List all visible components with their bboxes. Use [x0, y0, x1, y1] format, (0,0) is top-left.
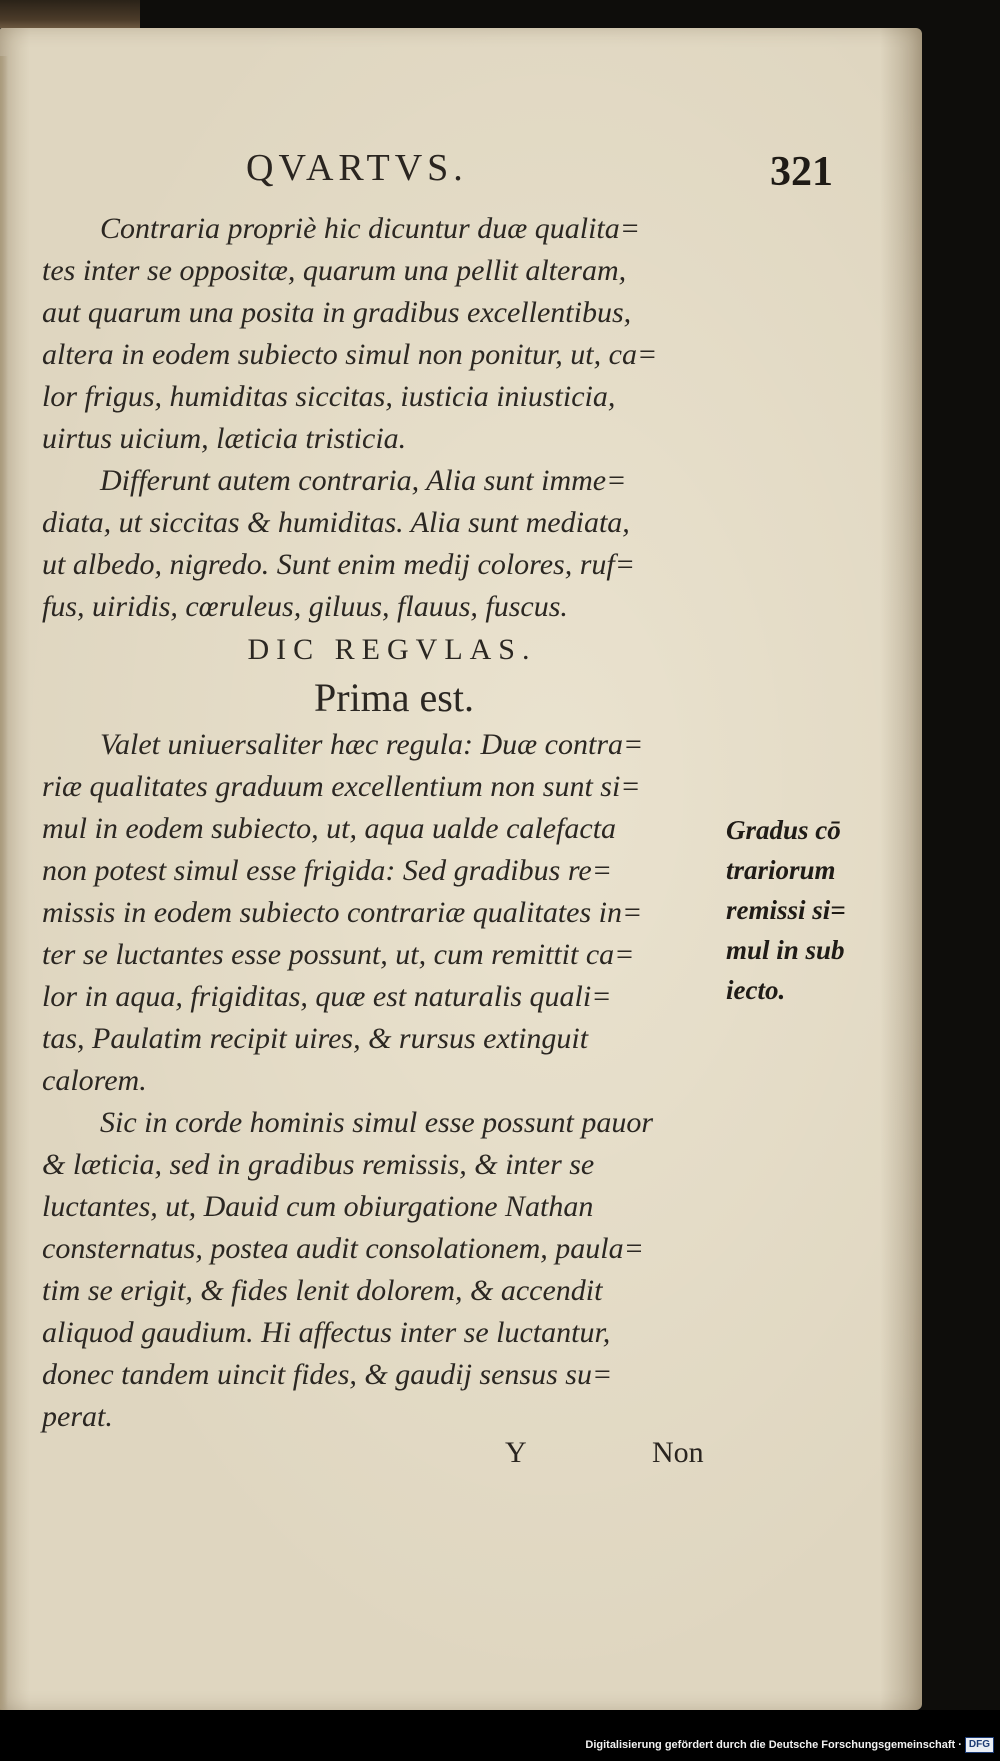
text-line: Differunt autem contraria, Alia sunt imme=: [100, 464, 627, 497]
text-line: fus, uiridis, cœruleus, giluus, flauus, fuscus.: [42, 590, 568, 623]
signature-mark: Y: [505, 1436, 527, 1469]
text-line: tas, Paulatim recipit uires, & rursus extinguit: [42, 1022, 589, 1055]
margin-note-line: Gradus cō: [726, 815, 841, 845]
text-line: aliquod gaudium. Hi affectus inter se luctantur,: [42, 1316, 611, 1349]
text-line: Contraria propriè hic dicuntur duæ qualita=: [100, 212, 640, 245]
rule-subheading: Prima est.: [314, 675, 474, 720]
running-head: QVARTVS.: [246, 147, 468, 189]
text-line: lor in aqua, frigiditas, quæ est naturalis quali=: [42, 980, 612, 1013]
credit-text: Digitalisierung gefördert durch die Deutsche Forschungsgemeinschaft ·: [585, 1739, 962, 1751]
text-line: ut albedo, nigredo. Sunt enim medij colores, ruf=: [42, 548, 635, 581]
text-line: donec tandem uincit fides, & gaudij sensus su=: [42, 1358, 613, 1391]
book-edge: [0, 0, 140, 28]
dfg-logo-icon: DFG: [965, 1737, 994, 1753]
text-line: tim se erigit, & fides lenit dolorem, & accendit: [42, 1274, 603, 1307]
margin-note-line: mul in sub: [726, 935, 845, 965]
section-heading: DIC REGVLAS.: [247, 633, 537, 666]
text-line: aut quarum una posita in gradibus excellentibus,: [42, 296, 632, 329]
page-number: 321: [770, 149, 833, 195]
margin-note-line: trariorum: [726, 855, 836, 885]
text-line: consternatus, postea audit consolationem, paula=: [42, 1232, 644, 1265]
margin-note-line: iecto.: [726, 975, 786, 1005]
text-line: perat.: [42, 1400, 113, 1433]
text-line: altera in eodem subiecto simul non ponitur, ut, ca=: [42, 338, 658, 371]
page-footer: [0, 1436, 922, 1476]
text-line: lor frigus, humiditas siccitas, iusticia iniusticia,: [42, 380, 616, 413]
digitization-credit: [585, 1737, 994, 1753]
text-line: Sic in corde hominis simul esse possunt pauor: [100, 1106, 654, 1139]
text-line: riæ qualitates graduum excellentium non sunt si=: [42, 770, 641, 803]
text-line: missis in eodem subiecto contrariæ qualitates in=: [42, 896, 643, 929]
main-text: [42, 208, 732, 1438]
credit-bar: [0, 1710, 1000, 1761]
text-line: luctantes, ut, Dauid cum obiurgatione Nathan: [42, 1190, 594, 1223]
margin-note: [726, 810, 886, 1010]
text-line: uirtus uicium, læticia tristicia.: [42, 422, 407, 455]
margin-note-line: remissi si=: [726, 895, 846, 925]
text-line: tes inter se oppositæ, quarum una pellit alteram,: [42, 254, 627, 287]
text-line: mul in eodem subiecto, ut, aqua ualde calefacta: [42, 812, 617, 845]
page-left-shadow: [0, 56, 8, 1738]
text-line: ter se luctantes esse possunt, ut, cum remittit ca=: [42, 938, 635, 971]
text-line: non potest simul esse frigida: Sed gradibus re=: [42, 854, 612, 887]
text-line: diata, ut siccitas & humiditas. Alia sunt mediata,: [42, 506, 630, 539]
text-line: Valet uniuersaliter hæc regula: Duæ contra=: [100, 728, 644, 761]
text-line: & læticia, sed in gradibus remissis, & inter se: [42, 1148, 595, 1181]
catchword: Non: [652, 1436, 704, 1469]
page-paper: [0, 28, 922, 1710]
text-line: calorem.: [42, 1064, 147, 1097]
